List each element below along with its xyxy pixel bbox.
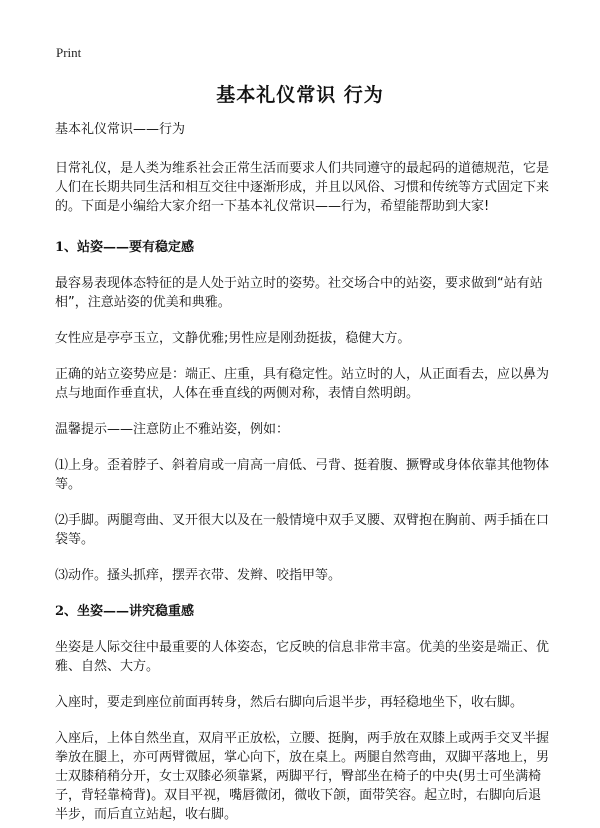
intro-paragraph: 日常礼仪，是人类为维系社会正常生活而要求人们共同遵守的最起码的道德规范，它是人们在长期共同生活和相互交往中逐渐形成，并且以风俗、习惯和传统等方式固定下来的。下面是小编给大家介绍一下基本礼仪常识——行为，希望能帮助到大家! — [55, 161, 550, 214]
page-title: 基本礼仪常识 行为 — [216, 84, 384, 106]
list-item: ⑶动作。搔头抓痒，摆弄衣带、发辫、咬指甲等。 — [55, 568, 342, 583]
paragraph: 温馨提示——注意防止不雅站姿，例如： — [55, 422, 290, 437]
print-link[interactable]: Print — [56, 45, 82, 60]
paragraph: 入座后，上体自然坐直，双肩平正放松，立腰、挺胸，两手放在双膝上或两手交叉半握拳放在腿上，亦可两臂微屈，掌心向下，放在桌上。两腿自然弯曲，双脚平落地上，男士双膝稍稍分开，女士双膝必须靠紧，两脚平行，臀部坐在椅子的中央(男士可坐满椅子，背轻靠椅背)。双目平视，嘴唇微闭，微收下颌，面带笑容。起立时，右脚向后退半步，而后直立站起，收右脚。 — [55, 731, 550, 822]
paragraph: 坐姿是人际交往中最重要的人体姿态，它反映的信息非常丰富。优美的坐姿是端正、优雅、自然、大方。 — [55, 640, 550, 674]
paragraph: 正确的站立姿势应是：端正、庄重，具有稳定性。站立时的人，从正面看去，应以鼻为点与地面作垂直状，人体在垂直线的两侧对称，表情自然明朗。 — [55, 367, 550, 401]
section-heading-sitting: 2、坐姿——讲究稳重感 — [55, 604, 195, 619]
article-body — [55, 120, 551, 824]
list-item: ⑴上身。歪着脖子、斜着肩或一肩高一肩低、弓背、挺着腹、撅臀或身体依靠其他物体等。 — [55, 458, 550, 492]
paragraph: 女性应是亭亭玉立，文静优雅;男性应是刚劲挺拔，稳健大方。 — [55, 331, 411, 346]
paragraph: 入座时，要走到座位前面再转身，然后右脚向后退半步，再轻稳地坐下，收右脚。 — [55, 695, 524, 710]
section-heading-standing: 1、站姿——要有稳定感 — [55, 240, 195, 255]
paragraph: 最容易表现体态特征的是人处于站立时的姿势。社交场合中的站姿，要求做到“站有站相”，注意站姿的优美和典雅。 — [55, 276, 543, 310]
article-subtitle: 基本礼仪常识——行为 — [55, 122, 186, 137]
list-item: ⑵手脚。两腿弯曲、叉开很大以及在一般情境中双手叉腰、双臂抱在胸前、两手插在口袋等。 — [55, 513, 550, 547]
